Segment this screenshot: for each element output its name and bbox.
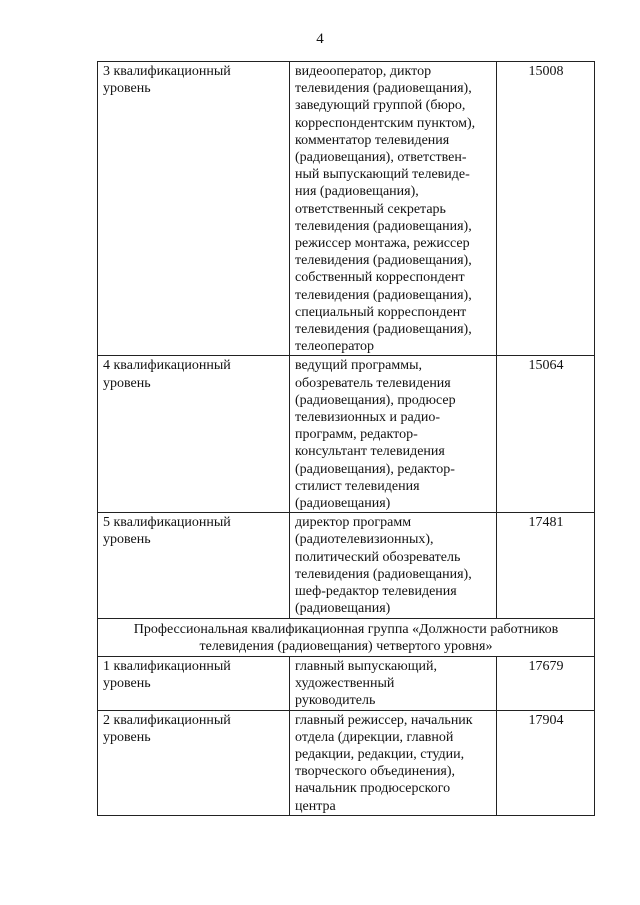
- table-row: [98, 710, 595, 815]
- position-line: консультант телевидения: [295, 444, 445, 460]
- qualification-level-line: 5 квалификационный: [103, 515, 231, 531]
- qualification-level-line: уровень: [103, 81, 151, 97]
- qualification-level-line: 4 квалификационный: [103, 358, 231, 374]
- position-line: (радиовещания), редактор-: [295, 461, 455, 477]
- position-line: собственный корреспондент: [295, 270, 465, 286]
- qualification-level-cell: [98, 656, 290, 710]
- position-line: политический обозреватель: [295, 549, 461, 565]
- position-line: главный выпускающий,: [295, 658, 437, 674]
- position-line: (радиовещания): [295, 601, 391, 617]
- qualification-level-line: 1 квалификационный: [103, 658, 231, 674]
- position-line: заведующий группой (бюро,: [295, 98, 466, 114]
- positions-cell: [290, 513, 497, 618]
- position-line: телевизионных и радио-: [295, 410, 441, 426]
- qualification-level-cell: [98, 710, 290, 815]
- salary-cell: 17679: [497, 656, 595, 710]
- position-line: главный режиссер, начальник: [295, 712, 473, 728]
- table-row: [98, 62, 595, 356]
- position-line: режиссер монтажа, режиссер: [295, 236, 470, 252]
- group-header-line: Профессиональная квалификационная группа «Должности работников: [133, 621, 559, 637]
- table-row: [98, 356, 595, 513]
- position-line: телеоператор: [295, 339, 375, 355]
- position-line: телевидения (радиовещания),: [295, 218, 472, 234]
- position-line: телевидения (радиовещания),: [295, 81, 472, 97]
- qualification-level-line: уровень: [103, 729, 151, 745]
- position-line: телевидения (радиовещания),: [295, 566, 472, 582]
- position-line: художественный: [295, 676, 395, 692]
- page-number: 4: [316, 31, 324, 47]
- position-line: ный выпускающий телевиде-: [295, 167, 470, 183]
- position-line: телевидения (радиовещания),: [295, 322, 472, 338]
- qualification-level-line: уровень: [103, 532, 151, 548]
- position-line: начальник продюсерского: [295, 781, 451, 797]
- position-line: специальный корреспондент: [295, 304, 467, 320]
- qualification-level-cell: [98, 513, 290, 618]
- position-line: ведущий программы,: [295, 358, 423, 374]
- qualification-level-line: 3 квалификационный: [103, 64, 231, 79]
- salary-cell: 15064: [497, 356, 595, 513]
- position-line: (радиовещания), продюсер: [295, 392, 456, 408]
- position-line: (радиовещания), ответствен-: [295, 150, 467, 166]
- salary-cell: 17904: [497, 710, 595, 815]
- group-header-row: [98, 618, 595, 656]
- position-line: стилист телевидения: [295, 478, 420, 494]
- position-line: ния (радиовещания),: [295, 184, 419, 200]
- position-line: редакции, редакции, студии,: [295, 746, 465, 762]
- position-line: директор программ: [295, 515, 412, 531]
- positions-cell: [290, 356, 497, 513]
- position-line: телевидения (радиовещания),: [295, 253, 472, 269]
- group-header-cell: [98, 618, 595, 656]
- salary-cell: 17481: [497, 513, 595, 618]
- position-line: ответственный секретарь: [295, 201, 446, 217]
- position-line: видеооператор, диктор: [295, 64, 432, 79]
- positions-salary-table: [97, 61, 595, 816]
- table-body: [98, 62, 595, 816]
- qualification-level-line: 2 квалификационный: [103, 712, 231, 728]
- positions-cell: [290, 62, 497, 356]
- position-line: центра: [295, 798, 336, 814]
- position-line: (радиотелевизионных),: [295, 532, 434, 548]
- positions-cell: [290, 710, 497, 815]
- position-line: программ, редактор-: [295, 427, 418, 443]
- position-line: обозреватель телевидения: [295, 375, 451, 391]
- position-line: творческого объединения),: [295, 764, 456, 780]
- position-line: телевидения (радиовещания),: [295, 287, 472, 303]
- position-line: отдела (дирекции, главной: [295, 729, 454, 745]
- position-line: шеф-редактор телевидения: [295, 584, 457, 600]
- group-header-line: телевидения (радиовещания) четвертого уровня»: [199, 638, 493, 654]
- table-row: [98, 656, 595, 710]
- qualification-level-line: уровень: [103, 375, 151, 391]
- position-line: (радиовещания): [295, 496, 391, 512]
- position-line: корреспондентским пунктом),: [295, 115, 476, 131]
- position-line: комментатор телевидения: [295, 132, 450, 148]
- positions-cell: [290, 656, 497, 710]
- table-row: [98, 513, 595, 618]
- salary-cell: 15008: [497, 62, 595, 356]
- qualification-level-cell: [98, 62, 290, 356]
- qualification-level-cell: [98, 356, 290, 513]
- qualification-level-line: уровень: [103, 676, 151, 692]
- position-line: руководитель: [295, 693, 376, 709]
